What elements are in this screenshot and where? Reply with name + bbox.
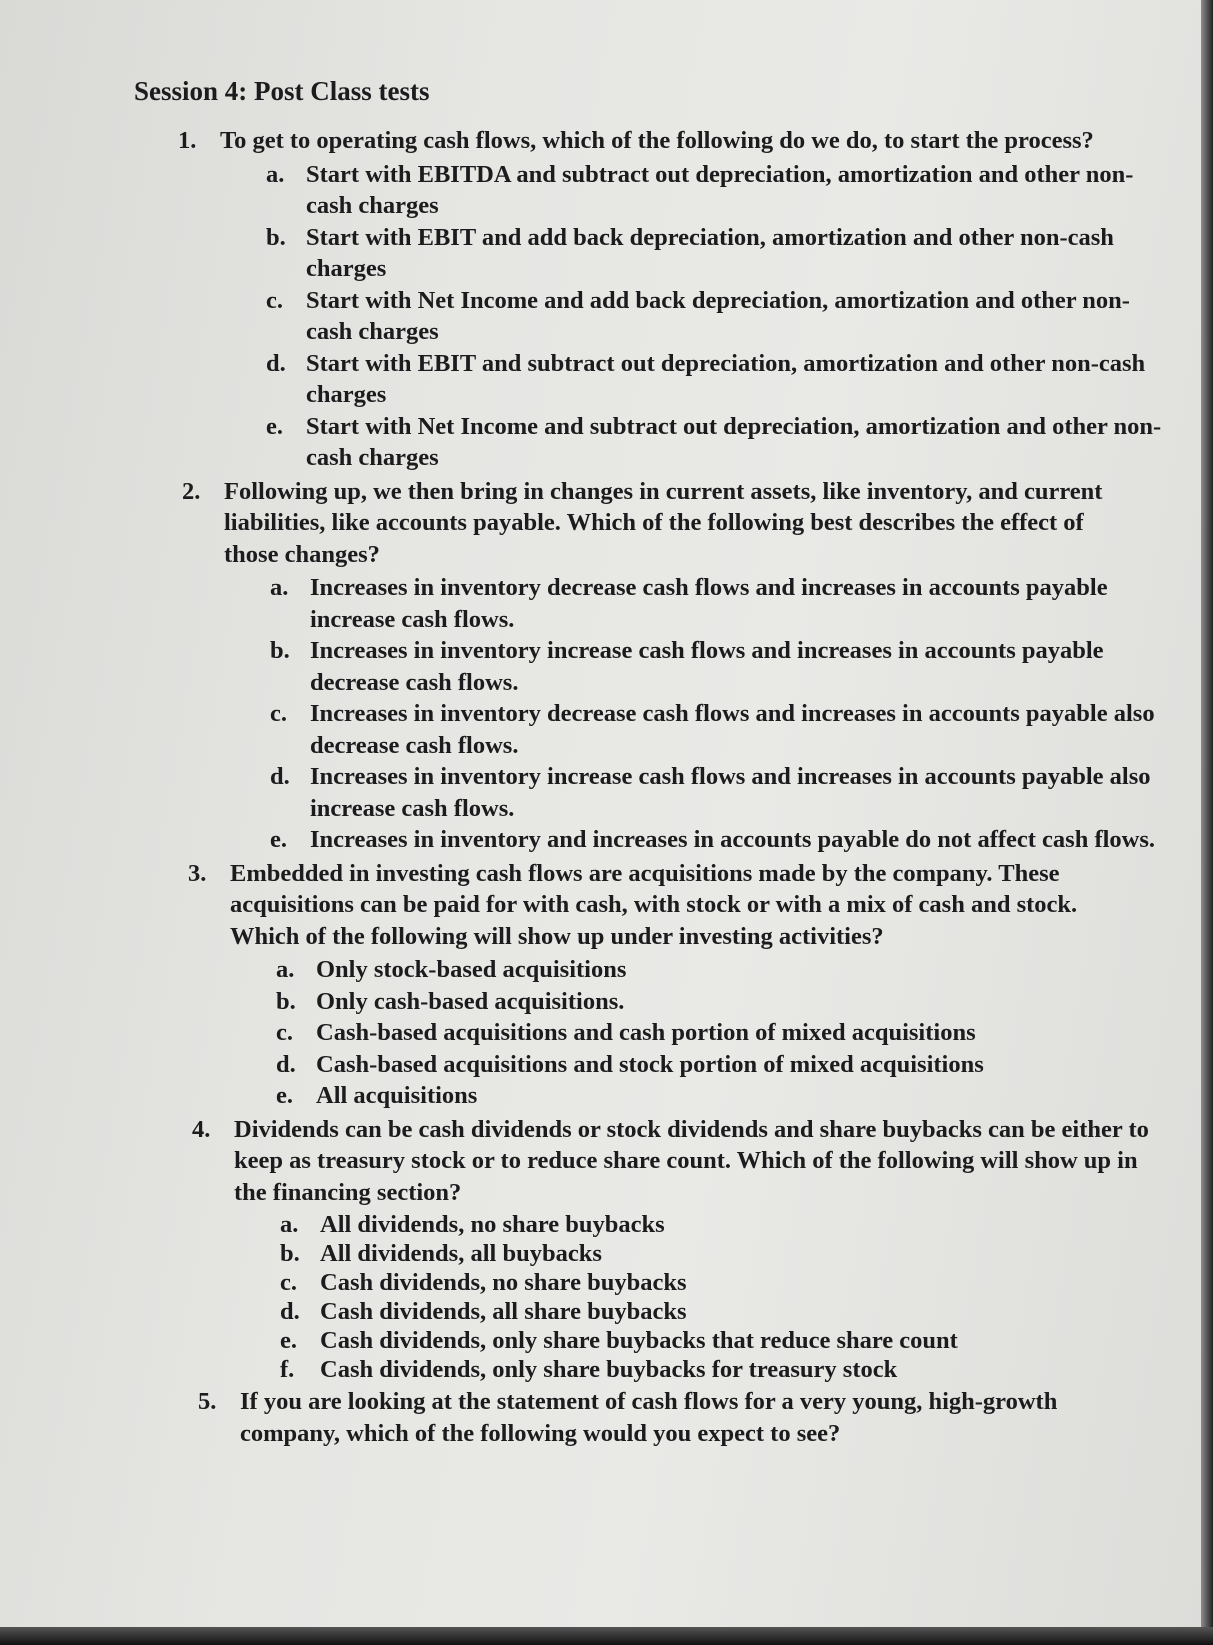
option-letter: a. <box>266 160 285 188</box>
option-letter: e. <box>266 412 283 440</box>
option-letter: b. <box>266 223 286 251</box>
option-letter: d. <box>266 349 286 377</box>
question-2 <box>138 476 1164 856</box>
question-3 <box>144 858 1164 1112</box>
question-text: Following up, we then bring in changes in current assets, like inventory, and current liabilities, like accounts payable. Which of the following best describes the effect of those changes? <box>224 477 1103 568</box>
option-text: Cash-based acquisitions and cash portion of mixed acquisitions <box>316 1019 976 1046</box>
option-letter: c. <box>266 286 283 314</box>
option-text: Increases in inventory and increases in accounts payable do not affect cash flows. <box>310 826 1156 853</box>
question-number: 4. <box>192 1115 211 1143</box>
option-text: Start with EBITDA and subtract out depreciation, amortization and other non-cash charges <box>306 160 1134 219</box>
option-text: Start with EBIT and subtract out depreciation, amortization and other non-cash charges <box>306 349 1146 408</box>
screen-bezel-right <box>1201 0 1213 1645</box>
answer-option <box>220 159 1166 222</box>
answer-option <box>224 572 1170 635</box>
question-text: Dividends can be cash dividends or stock dividends and share buybacks can be either to keep as treasury stock or to reduce share count. Which of the following will show up in the financing section? <box>234 1115 1149 1206</box>
answer-option <box>234 1297 1180 1326</box>
question-number: 3. <box>188 859 207 887</box>
answer-option <box>224 698 1170 761</box>
option-text: Increases in inventory increase cash flows and increases in accounts payable also increase cash flows. <box>310 763 1151 822</box>
answer-option <box>224 824 1170 856</box>
question-number: 5. <box>198 1388 217 1415</box>
option-letter: a. <box>276 956 295 983</box>
option-letter: e. <box>276 1082 293 1109</box>
option-letter: c. <box>270 700 287 727</box>
question-number: 2. <box>182 477 201 505</box>
answer-option <box>230 986 1176 1018</box>
option-text: Increases in inventory decrease cash flows and increases in accounts payable also decrease cash flows. <box>310 700 1155 759</box>
question-4 <box>148 1114 1164 1385</box>
question-text: To get to operating cash flows, which of the following do we do, to start the process? <box>220 127 1094 154</box>
option-letter: b. <box>276 987 296 1015</box>
option-letter: e. <box>280 1327 297 1354</box>
option-text: All dividends, no share buybacks <box>320 1211 665 1238</box>
answer-option <box>220 411 1166 474</box>
option-text: Only stock-based acquisitions <box>316 956 627 983</box>
option-text: Increases in inventory increase cash flows and increases in accounts payable decrease cash flows. <box>310 637 1104 696</box>
option-text: Cash dividends, no share buybacks <box>320 1269 687 1296</box>
answer-option <box>234 1355 1180 1384</box>
question-list <box>134 125 1164 1449</box>
answer-option <box>220 348 1166 411</box>
option-text: Cash dividends, only share buybacks for treasury stock <box>320 1356 898 1383</box>
option-text: Start with EBIT and add back depreciation, amortization and other non-cash charges <box>306 223 1114 282</box>
option-text: Cash-based acquisitions and stock portion of mixed acquisitions <box>316 1050 984 1078</box>
option-letter: e. <box>270 826 287 853</box>
option-letter: d. <box>276 1050 296 1078</box>
document <box>134 76 1164 1451</box>
answer-option <box>224 635 1170 698</box>
option-letter: c. <box>276 1019 293 1046</box>
option-letter: c. <box>280 1269 297 1296</box>
answer-option <box>230 1080 1176 1112</box>
answer-option <box>230 954 1176 986</box>
question-5 <box>154 1386 1164 1449</box>
option-text: Only cash-based acquisitions. <box>316 987 625 1015</box>
option-text: Increases in inventory decrease cash flows and increases in accounts payable increase cash flows. <box>310 574 1108 633</box>
question-text: Embedded in investing cash flows are acquisitions made by the company. These acquisitions can be paid for with cash, with stock or with a mix of cash and stock. Which of the following will show up under investing activities? <box>230 859 1078 950</box>
option-letter: b. <box>280 1240 300 1267</box>
question-1 <box>134 125 1164 474</box>
screen-bezel-bottom <box>0 1627 1213 1645</box>
option-text: Cash dividends, only share buybacks that reduce share count <box>320 1327 958 1354</box>
option-letter: d. <box>280 1298 300 1325</box>
question-number: 1. <box>178 127 197 154</box>
option-text: Start with Net Income and subtract out depreciation, amortization and other non-cash charges <box>306 412 1162 471</box>
option-letter: d. <box>270 763 290 790</box>
answer-option <box>224 761 1170 824</box>
option-text: Cash dividends, all share buybacks <box>320 1298 687 1325</box>
answer-option <box>220 222 1166 285</box>
page-title: Session 4: Post Class tests <box>134 76 430 106</box>
question-text: If you are looking at the statement of cash flows for a very young, high-growth company, which of the following would you expect to see? <box>240 1388 1058 1447</box>
option-letter: a. <box>270 574 289 601</box>
option-text: Start with Net Income and add back depreciation, amortization and other non-cash charges <box>306 286 1130 345</box>
answer-option <box>220 285 1166 348</box>
answer-option <box>234 1239 1180 1268</box>
answer-option <box>230 1017 1176 1049</box>
answer-option <box>234 1326 1180 1355</box>
option-letter: f. <box>280 1356 295 1383</box>
option-text: All acquisitions <box>316 1082 478 1109</box>
option-text: All dividends, all buybacks <box>320 1240 602 1267</box>
option-letter: b. <box>270 637 290 664</box>
option-letter: a. <box>280 1211 299 1238</box>
answer-option <box>234 1210 1180 1239</box>
answer-option <box>234 1268 1180 1297</box>
answer-option <box>230 1049 1176 1081</box>
